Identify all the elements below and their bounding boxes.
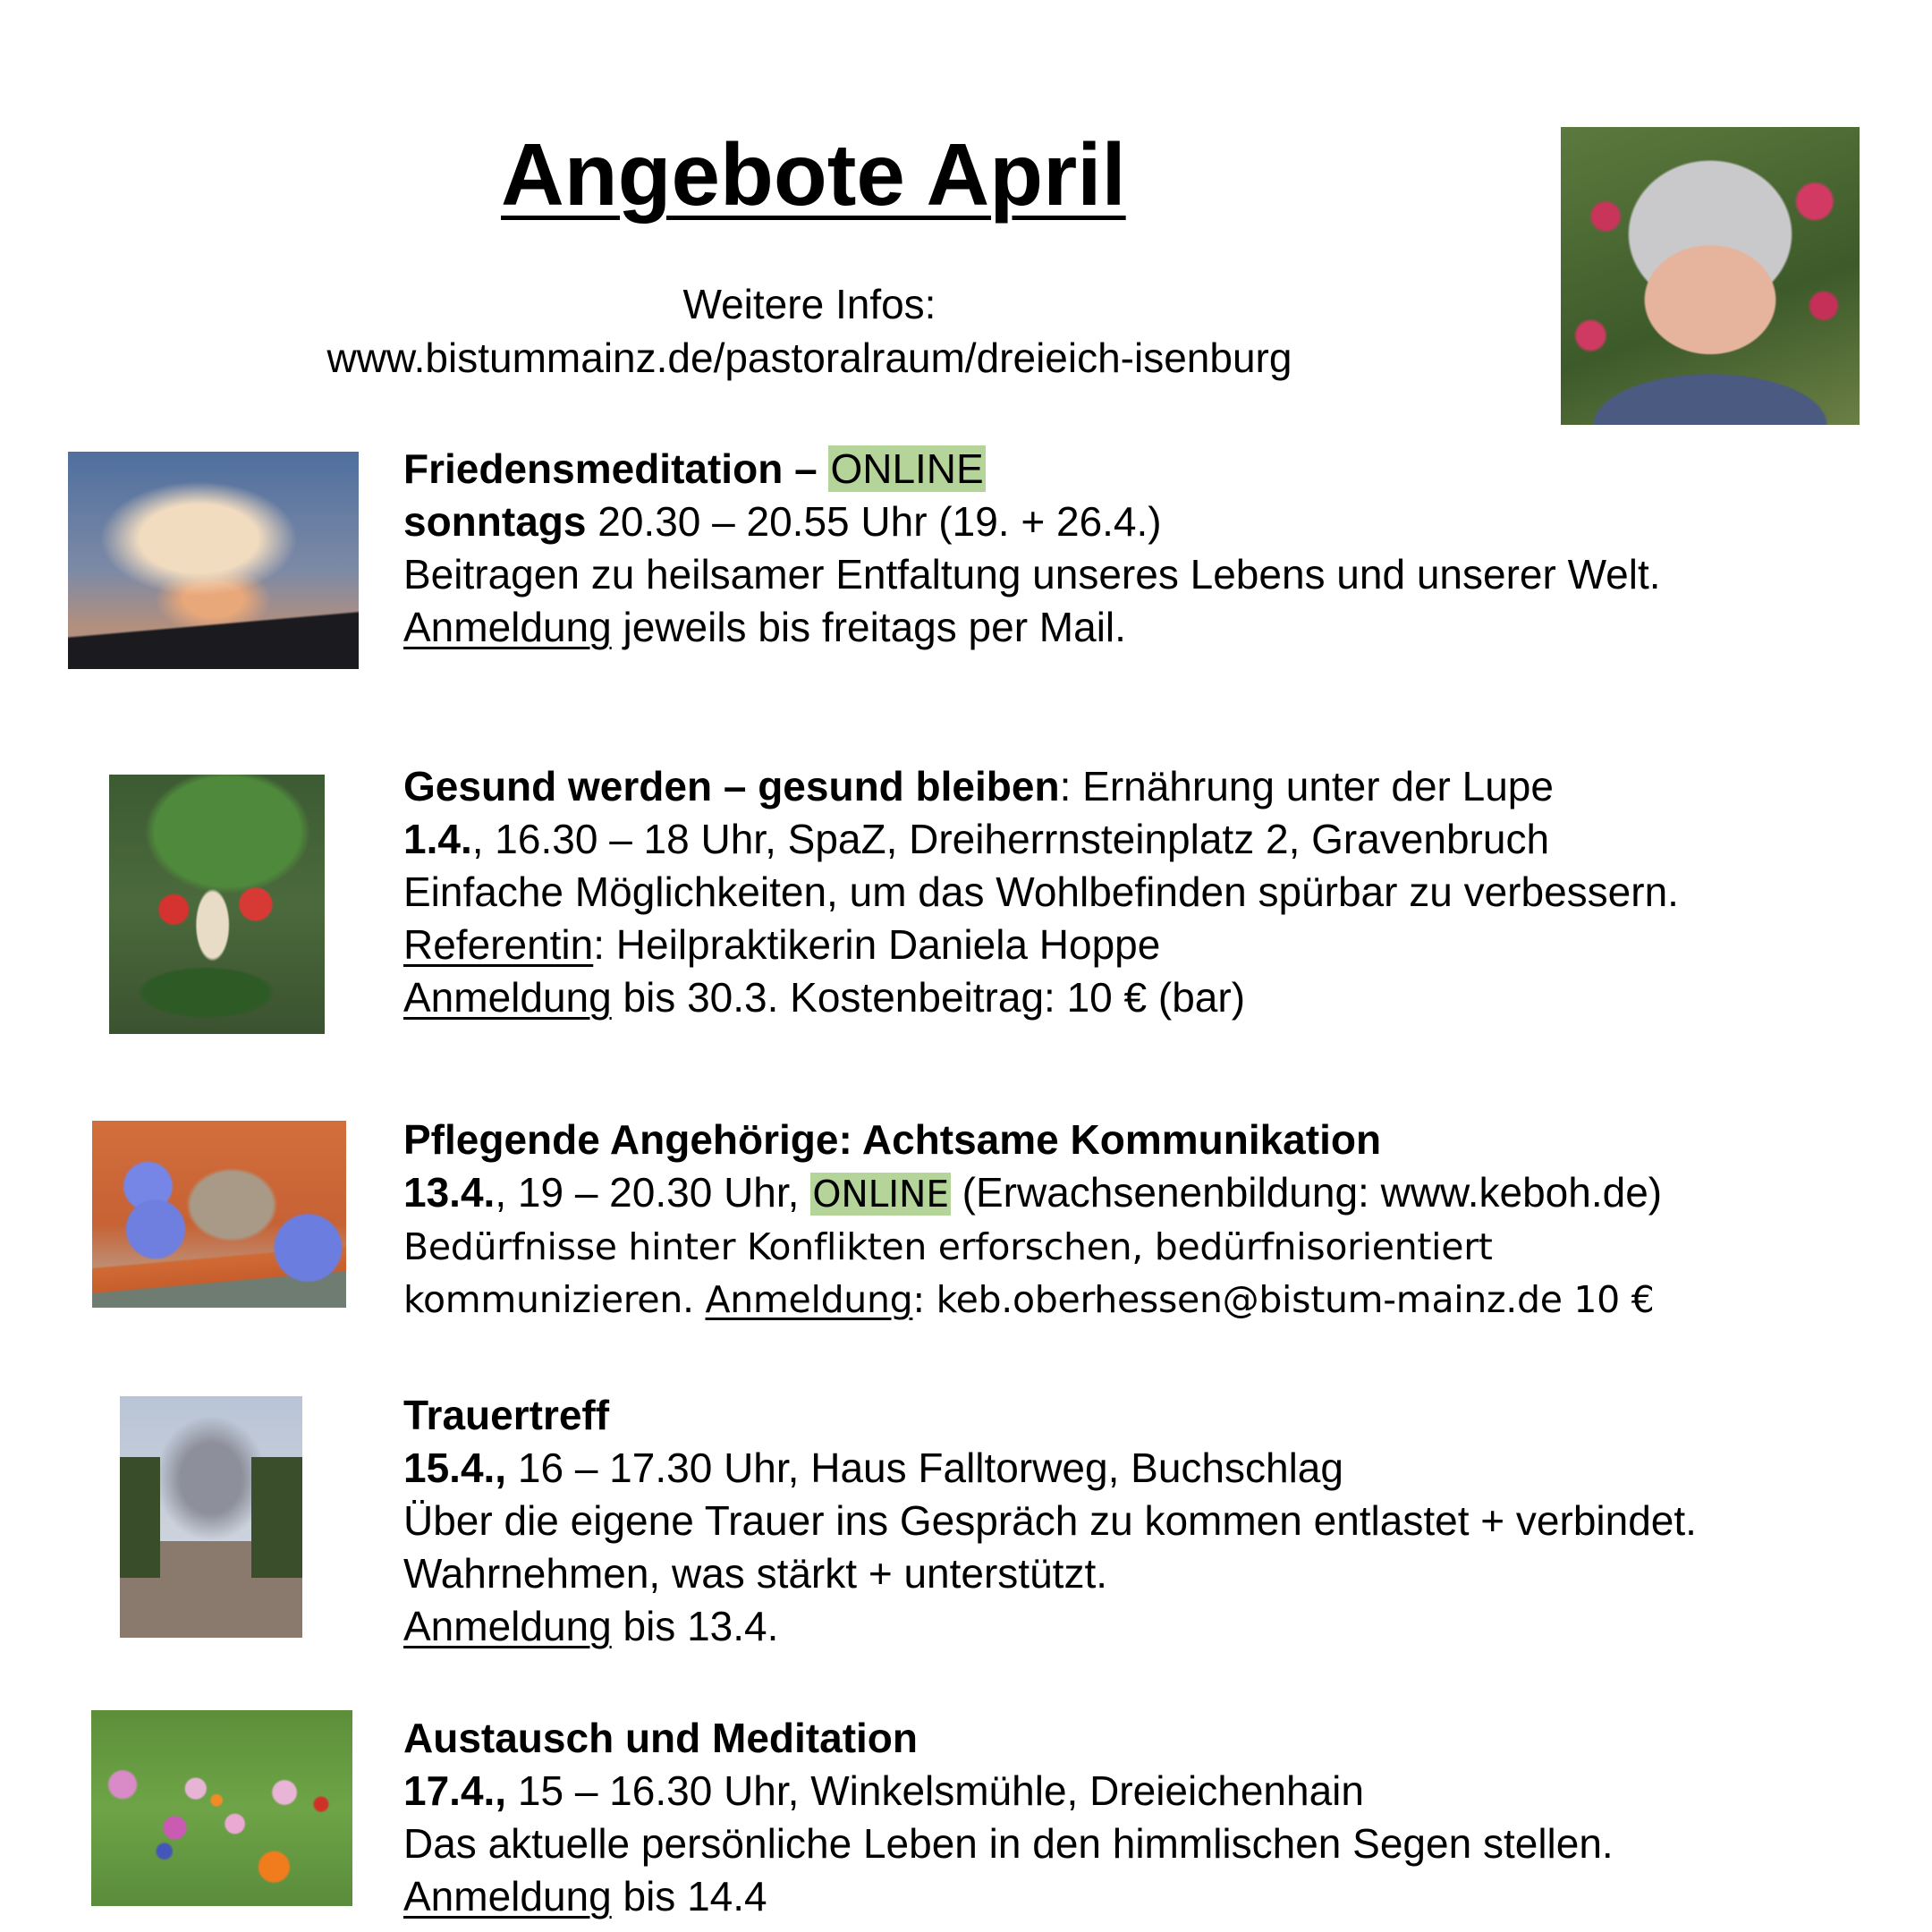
- page-title: Angebote April: [501, 125, 1126, 224]
- online-badge: ONLINE: [812, 1173, 949, 1216]
- event-title: Trauertreff: [403, 1392, 610, 1438]
- event-description: Bedürfnisse hinter Konflikten erforschen, bedürfnisorientiert: [403, 1225, 1493, 1268]
- event-title: Austausch und Meditation: [403, 1715, 918, 1761]
- event-schedule: [403, 813, 1679, 866]
- event-date: 17.4.,: [403, 1767, 507, 1814]
- event-title: Friedensmeditation –: [403, 445, 829, 492]
- event-schedule: [403, 1765, 1614, 1818]
- event-title: Pflegende Angehörige: Achtsame Kommunikation: [403, 1116, 1382, 1163]
- event-registration: [403, 1274, 1662, 1326]
- event-registration: [403, 601, 1661, 654]
- registration-info: bis 13.4.: [611, 1603, 779, 1649]
- event-title-line: [403, 760, 1679, 813]
- cloud-sunset-photo: [68, 452, 359, 669]
- registration-email: : keb.oberhessen@bistum-mainz.de 10 €: [912, 1278, 1655, 1321]
- vegetable-face-photo: [109, 775, 325, 1034]
- online-badge: ONLINE: [830, 445, 984, 492]
- event-organizer: (Erwachsenenbildung: www.keboh.de): [950, 1169, 1663, 1216]
- event-speaker: [403, 919, 1679, 971]
- registration-info: bis 14.4: [611, 1873, 767, 1919]
- event-title: Gesund werden – gesund bleiben: [403, 763, 1060, 809]
- event-description: Beitragen zu heilsamer Entfaltung unseres Lebens und unserer Welt.: [403, 551, 1661, 597]
- event-trauertreff: [403, 1389, 1697, 1653]
- event-day: sonntags: [403, 498, 587, 545]
- registration-link[interactable]: Anmeldung: [705, 1278, 913, 1321]
- registration-info: bis 30.3. Kostenbeitrag: 10 € (bar): [611, 974, 1246, 1021]
- event-pflegende-angehoerige: [403, 1114, 1662, 1326]
- event-date: 15.4.,: [403, 1445, 507, 1491]
- further-info-label: Weitere Infos:: [682, 281, 936, 327]
- event-time: , 19 – 20.30 Uhr,: [495, 1169, 811, 1216]
- speaker-link[interactable]: Referentin: [403, 921, 594, 968]
- further-info: [224, 277, 1395, 385]
- event-gesund-werden: [403, 760, 1679, 1024]
- further-info-url[interactable]: www.bistummainz.de/pastoralraum/dreieich-isenburg: [326, 335, 1292, 381]
- event-description-2: Wahrnehmen, was stärkt + unterstützt.: [403, 1550, 1108, 1597]
- event-schedule: [403, 1166, 1662, 1221]
- event-description: Das aktuelle persönliche Leben in den himmlischen Segen stellen.: [403, 1820, 1614, 1867]
- event-austausch-meditation: [403, 1712, 1614, 1923]
- event-description: Einfache Möglichkeiten, um das Wohlbefinden spürbar zu verbessern.: [403, 869, 1679, 915]
- event-description: Über die eigene Trauer ins Gespräch zu kommen entlastet + verbindet.: [403, 1497, 1697, 1544]
- tree-and-gate-photo: [120, 1396, 302, 1638]
- portrait-photo: [1561, 127, 1860, 425]
- event-description-cont: kommunizieren.: [403, 1278, 706, 1321]
- event-friedensmeditation: [403, 443, 1661, 654]
- wildflower-meadow-photo: [91, 1710, 352, 1906]
- event-registration: [403, 1870, 1614, 1923]
- event-time-location: 16 – 17.30 Uhr, Haus Falltorweg, Buchschlag: [506, 1445, 1343, 1491]
- event-schedule: [403, 496, 1661, 548]
- registration-link[interactable]: Anmeldung: [403, 974, 612, 1021]
- event-registration: [403, 1600, 1697, 1653]
- event-time: 20.30 – 20.55 Uhr (19. + 26.4.): [586, 498, 1162, 545]
- pansies-and-birds-photo: [92, 1121, 346, 1308]
- event-schedule: [403, 1442, 1697, 1495]
- registration-link[interactable]: Anmeldung: [403, 1873, 612, 1919]
- speaker-name: : Heilpraktikerin Daniela Hoppe: [593, 921, 1161, 968]
- event-date: 13.4.: [403, 1169, 496, 1216]
- event-time-location: , 16.30 – 18 Uhr, SpaZ, Dreiherrnsteinplatz 2, Gravenbruch: [471, 816, 1550, 862]
- event-time-location: 15 – 16.30 Uhr, Winkelsmühle, Dreieichenhain: [506, 1767, 1364, 1814]
- registration-link[interactable]: Anmeldung: [403, 604, 612, 650]
- event-subtitle: : Ernährung unter der Lupe: [1059, 763, 1554, 809]
- event-date: 1.4.: [403, 816, 472, 862]
- registration-info: jeweils bis freitags per Mail.: [611, 604, 1126, 650]
- registration-link[interactable]: Anmeldung: [403, 1603, 612, 1649]
- event-title-line: [403, 443, 1661, 496]
- event-registration: [403, 971, 1679, 1024]
